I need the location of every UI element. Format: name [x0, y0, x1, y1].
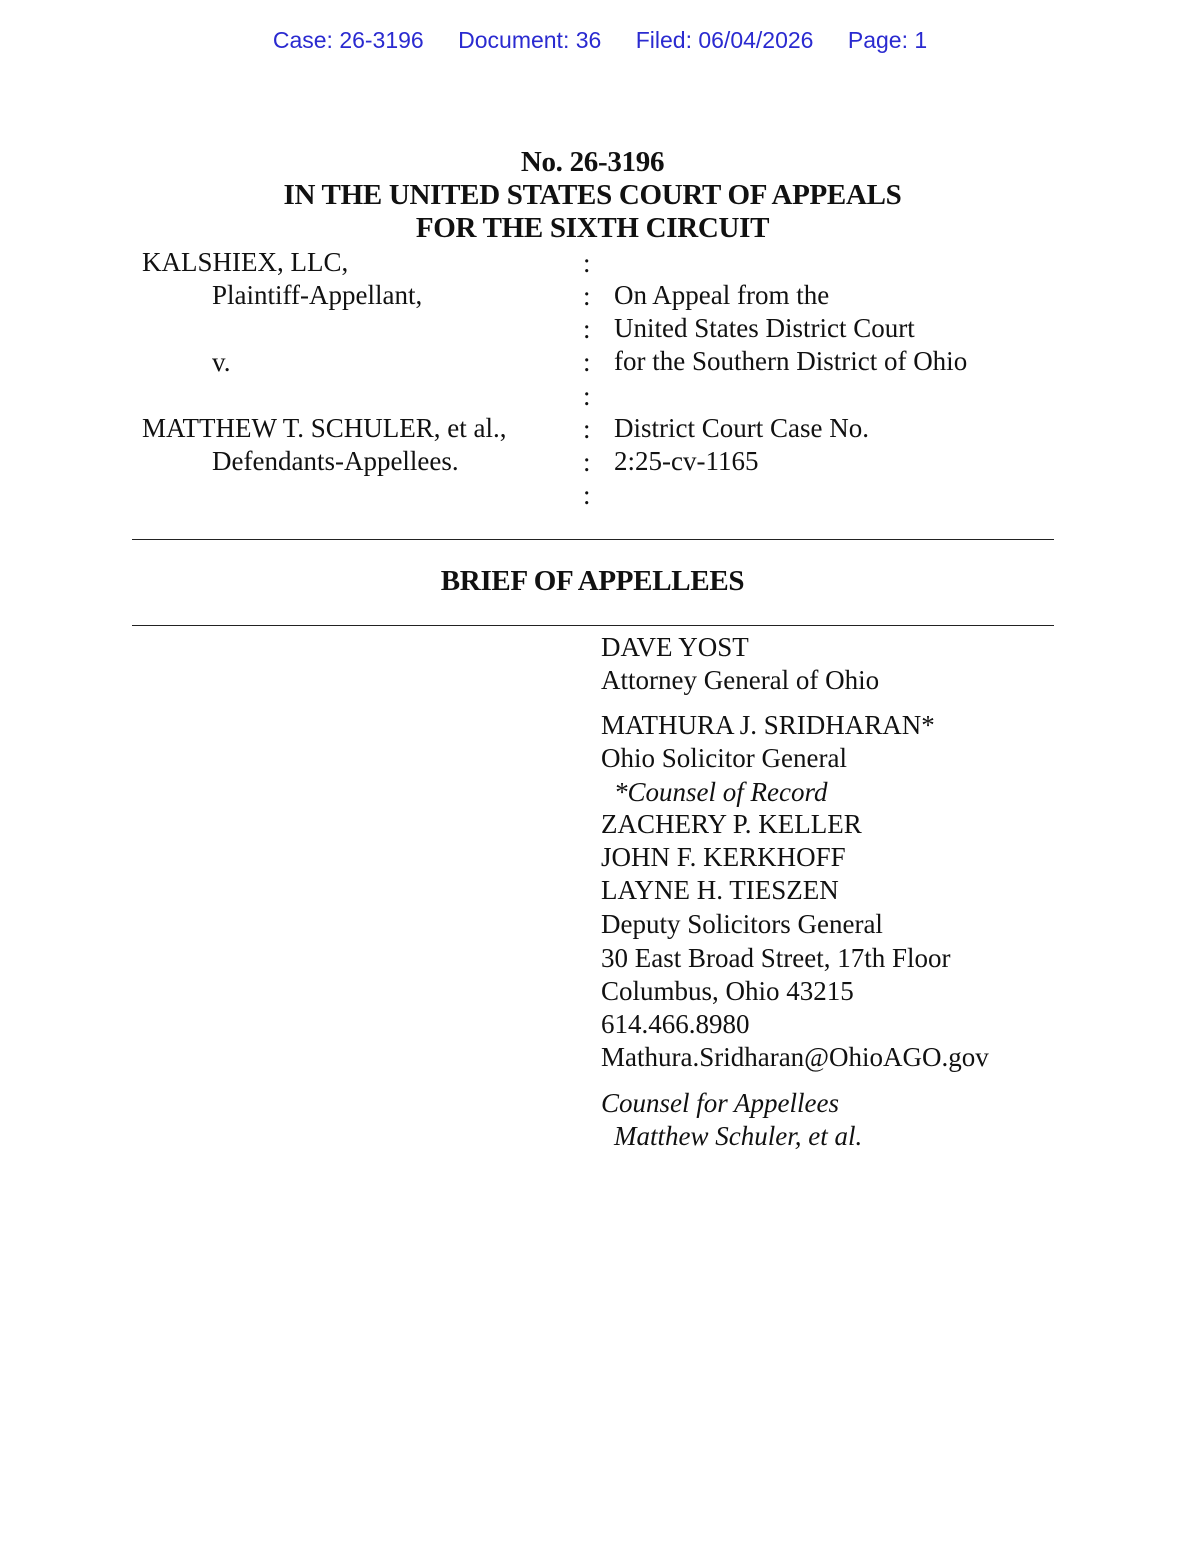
divider-bottom	[132, 625, 1054, 626]
ecf-header	[0, 24, 1200, 56]
email-address: Mathura.Sridharan@OhioAGO.gov	[601, 1042, 989, 1072]
counsel-for-parties: Matthew Schuler, et al.	[614, 1121, 863, 1151]
sg-title: Ohio Solicitor General	[601, 743, 847, 773]
sg-name: MATHURA J. SRIDHARAN*	[601, 710, 935, 740]
caption-colon: :	[583, 347, 591, 377]
caption-colon: :	[583, 281, 591, 311]
ag-name: DAVE YOST	[601, 632, 749, 662]
appeal-line: United States District Court	[614, 313, 915, 343]
divider-top	[132, 539, 1054, 540]
caption-colon: :	[583, 381, 591, 411]
ecf-page: Page: 1	[847, 27, 928, 53]
deputies-title: Deputy Solicitors General	[601, 909, 883, 939]
ag-title: Attorney General of Ohio	[601, 665, 880, 695]
caption-colon: :	[583, 480, 591, 510]
deputy-name: ZACHERY P. KELLER	[601, 809, 862, 839]
deputy-name: LAYNE H. TIESZEN	[601, 875, 839, 905]
docket-number: No. 26-3196	[520, 146, 665, 178]
appeal-line: On Appeal from the	[614, 280, 830, 310]
ecf-case: Case: 26-3196	[272, 27, 424, 53]
ecf-filed: Filed: 06/04/2026	[635, 27, 814, 53]
plaintiff-role: Plaintiff-Appellant,	[212, 280, 423, 310]
brief-title: BRIEF OF APPELLEES	[440, 565, 745, 597]
caption-colon: :	[583, 447, 591, 477]
caption-colon: :	[583, 314, 591, 344]
caption-colon: :	[583, 248, 591, 278]
counsel-of-record-note: *Counsel of Record	[614, 777, 828, 807]
defendant-name: MATTHEW T. SCHULER, et al.,	[142, 413, 507, 443]
district-case-number: 2:25-cv-1165	[614, 446, 759, 476]
counsel-for-label: Counsel for Appellees	[601, 1088, 839, 1118]
address-line: Columbus, Ohio 43215	[601, 976, 854, 1006]
defendant-role: Defendants-Appellees.	[212, 446, 459, 476]
plaintiff-name: KALSHIEX, LLC,	[142, 247, 349, 277]
court-name: IN THE UNITED STATES COURT OF APPEALS	[283, 179, 902, 211]
address-line: 30 East Broad Street, 17th Floor	[601, 943, 951, 973]
ecf-document: Document: 36	[458, 27, 602, 53]
phone-number: 614.466.8980	[601, 1009, 750, 1039]
circuit-name: FOR THE SIXTH CIRCUIT	[415, 212, 770, 244]
caption-colon: :	[583, 414, 591, 444]
deputy-name: JOHN F. KERKHOFF	[601, 842, 846, 872]
district-case-label: District Court Case No.	[614, 413, 869, 443]
versus: v.	[212, 347, 231, 377]
appeal-line: for the Southern District of Ohio	[614, 346, 968, 376]
